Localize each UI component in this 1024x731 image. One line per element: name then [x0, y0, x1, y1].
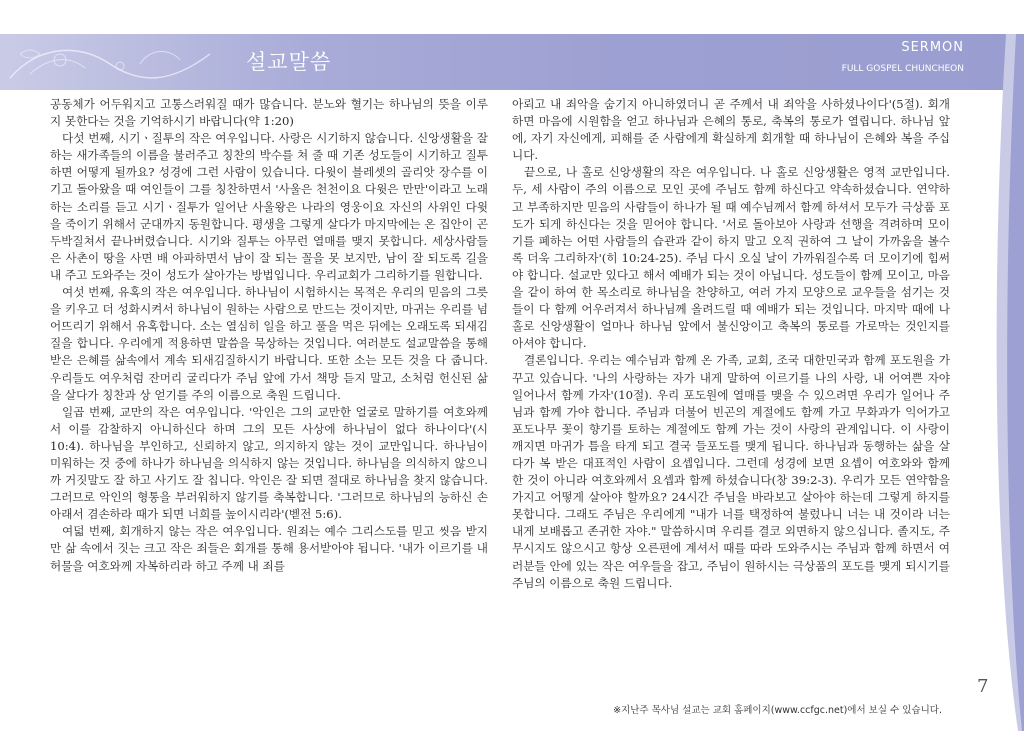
- page-title: 설교말씀: [246, 50, 332, 74]
- section-label: SERMON: [901, 40, 964, 55]
- footer-note: ※지난주 목사님 설교는 교회 홈페이지(www.ccfgc.net)에서 보실 수 있습니다.: [613, 705, 942, 716]
- paragraph: 아뢰고 내 죄악을 숨기지 아니하였더니 곧 주께서 내 죄악을 사하셨나이다'(5절). 회개하면 마음에 시원함을 얻고 하나님과 은혜의 통로, 축복의 통로가 열립니다. 하나님 앞에, 자기 자신에게, 피해를 준 사람에게 확실하게 회개할 때 하나님이 은혜와 복을 주십니다.: [512, 97, 950, 163]
- sermon-body: [50, 96, 950, 688]
- paragraph: 여섯 번째, 유혹의 작은 여우입니다. 하나님이 시험하시는 목적은 우리의 믿음의 그릇을 키우고 더 성화시켜서 하나님이 원하는 사람으로 만드는 것이지만, 마귀는 우리를 넘어뜨리기 위해서 유혹합니다. 소는 열심히 일을 하고 풀을 먹은 뒤에는 오래도록 되새김질을 합니다. 우리에게 적용하면 말씀을 묵상하는 것입니다. 여러분도 설교말씀을 통해 받은 은혜를 삶속에서 계속 되새김질하시기 바랍니다. 또한 소는 모든 것을 다 줍니다. 우리들도 여우처럼 잔머리 굴리다가 주님 앞에 가서 책망 듣지 말고, 소처럼 헌신된 삶을 살다가 칭찬과 상 얻기를 주의 이름으로 축원 드립니다.: [50, 285, 488, 402]
- paragraph: 여덟 번째, 회개하지 않는 작은 여우입니다. 원죄는 예수 그리스도를 믿고 씻음 받지만 삶 속에서 짓는 크고 작은 죄들은 회개를 통해 용서받아야 됩니다. '내가 이르기를 내 허물을 여호와께 자복하리라 하고 주께 내 죄를: [50, 524, 488, 573]
- church-name: FULL GOSPEL CHUNCHEON: [841, 64, 964, 74]
- page-edge-curve: [978, 34, 1024, 731]
- page-number: 7: [977, 676, 989, 697]
- paragraph: 공동체가 어두워지고 고통스러워질 때가 많습니다. 분노와 혈기는 하나님의 뜻을 이루지 못한다는 것을 기억하시기 바랍니다(약 1:20): [50, 97, 488, 129]
- paragraph: 일곱 번째, 교만의 작은 여우입니다. '악인은 그의 교만한 얼굴로 말하기를 여호와께서 이를 감찰하지 아니하신다 하며 그의 모든 사상에 하나님이 없다 하나이다'(시 10:4). 하나님을 부인하고, 신뢰하지 않고, 의지하지 않는 것이 교만입니다. 하나님이 미워하는 것 중에 하나가 하나님을 의식하지 않는 것입니다. 하나님을 의식하지 않으니까 거짓말도 잘 하고 사기도 잘 칩니다. 악인은 잘 되면 절대로 하나님을 찾지 않습니다. 그러므로 악인의 형통을 부러워하지 않기를 축복합니다. '그러므로 하나님의 능하신 손 아래서 겸손하라 때가 되면 너희를 높이시리라'(벧전 5:6).: [50, 404, 488, 522]
- paragraph: 결론입니다. 우리는 예수님과 함께 온 가족, 교회, 조국 대한민국과 함께 포도원을 가꾸고 있습니다. '나의 사랑하는 자가 내게 말하여 이르기를 나의 사랑, 내 어여쁜 자야 일어나서 함께 가자'(10절). 우리 포도원에 열매를 맺을 수 있으려면 우리가 일어나 주님과 함께 가야 합니다. 주님과 더불어 빈곤의 계절에도 함께 가고 무화과가 익어가고 포도나무 꽃이 향기를 토하는 계절에도 함께 가는 것이 사랑의 관계입니다. 이 사랑이 깨지면 마귀가 틈을 타게 되고 결국 들포도를 맺게 됩니다. 하나님과 동행하는 삶을 살다가 복 받은 대표적인 사람이 요셉입니다. 그런데 성경에 보면 요셉이 여호와와 함께 한 것이 아니라 여호와께서 요셉과 함께 하셨습니다(창 39:2-3). 우리가 모든 연약함을 가지고 어떻게 살아야 할까요? 24시간 주님을 바라보고 살아야 하는데 그렇게 하지를 못합니다. 그래도 주님은 우리에게 "내가 너를 택정하여 불렀나니 너는 내 것이라 너는 내게 보배롭고 존귀한 자야." 말씀하시며 우리를 결코 외면하지 않으십니다. 졸지도, 주무시지도 않으시고 항상 오른편에 계셔서 때를 따라 도와주시는 주님과 함께 하면서 여러분들 안에 있는 작은 여우들을 잡고, 주님이 원하시는 극상품의 포도를 맺게 되시기를 주님의 이름으로 축원 드립니다.: [512, 353, 950, 590]
- paragraph: 다섯 번째, 시기ㆍ질투의 작은 여우입니다. 사랑은 시기하지 않습니다. 신앙생활을 잘하는 새가족들의 이름을 불러주고 칭찬의 박수를 쳐 줄 때 기존 성도들이 시기하고 질투하면 어떻게 될까요? 성경에 그런 사람이 있습니다. 다윗이 블레셋의 골리앗 장수를 이기고 돌아왔을 때 여인들이 그를 칭찬하면서 '사울은 천천이요 다윗은 만만'이라고 노래하는 소리를 듣고 시기ㆍ질투가 일어난 사울왕은 나라의 영웅이요 자신의 사위인 다윗을 죽이기 위해서 군대까지 동원합니다. 평생을 그렇게 살다가 마지막에는 온 집안이 곤두박질쳐서 끝나버렸습니다. 시기와 질투는 아무런 열매를 맺지 못합니다. 세상사람들은 사촌이 땅을 사면 배 아파하면서 남이 잘 되는 꼴을 못 보지만, 남이 잘 되도록 길을 내 주고 도와주는 것이 성도가 살아가는 방법입니다. 우리교회가 그리하기를 원합니다.: [50, 131, 488, 282]
- text-column-right: [512, 96, 950, 688]
- text-column-left: [50, 96, 488, 688]
- floral-ornament-icon: [0, 34, 230, 90]
- paragraph: 끝으로, 나 홀로 신앙생활의 작은 여우입니다. 나 홀로 신앙생활은 영적 교만입니다. 두, 세 사람이 주의 이름으로 모인 곳에 주님도 함께 하신다고 약속하셨습니다. 연약하고 부족하지만 믿음의 사람들이 하나가 될 때 예수님께서 함께 하셔서 모두가 극상품 포도가 되게 하신다는 것을 믿어야 합니다. '서로 돌아보아 사랑과 선행을 격려하며 모이기를 폐하는 어떤 사람들의 습관과 같이 하지 말고 오직 권하여 그 날이 가까움을 볼수록 더욱 그리하자'(히 10:24-25). 주님 다시 오실 날이 가까워질수록 더 모이기에 힘써야 합니다. 설교만 있다고 해서 예배가 되는 것이 아닙니다. 성도들이 함께 모이고, 마음을 같이 하여 한 목소리로 하나님을 찬양하고, 여러 가지 모양으로 교우들을 섬기는 것들이 다 함께 어우러져서 하나님께 올려드릴 때 예배가 되는 것입니다. 마지막 때에 나 홀로 신앙생활이 얼마나 하나님 앞에서 불신앙이고 축복의 통로를 가로막는 것인지를 아셔야 합니다.: [512, 165, 950, 351]
